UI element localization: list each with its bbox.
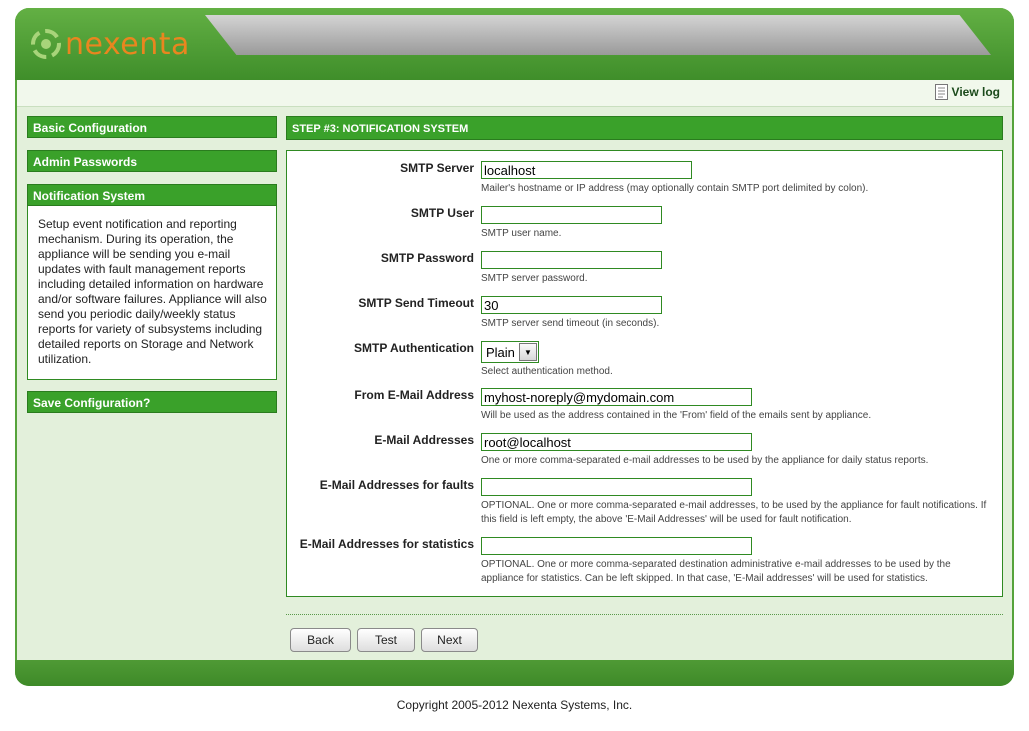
bottom-band <box>15 660 1014 686</box>
sidebar-item-basic-configuration[interactable]: Basic Configuration <box>27 116 277 138</box>
view-log-link[interactable] <box>935 84 1000 100</box>
divider <box>286 614 1003 615</box>
smtp-auth-value: Plain <box>486 344 515 360</box>
email-faults-input[interactable] <box>481 478 752 496</box>
smtp-auth-help: Select authentication method. <box>481 366 613 377</box>
back-button[interactable]: Back <box>290 628 351 652</box>
smtp-timeout-input[interactable] <box>481 296 662 314</box>
email-addresses-label: E-Mail Addresses <box>374 433 474 447</box>
smtp-auth-label: SMTP Authentication <box>354 341 474 355</box>
logo-text: nexenta <box>65 26 190 62</box>
sidebar-item-admin-passwords[interactable]: Admin Passwords <box>27 150 277 172</box>
sidebar-description: Setup event notification and reporting mechanism. During its operation, the appliance will be sending you e-mail updates with fault management reports including detailed information on hardware and/or software failures. Appliance will also send you periodic daily/weekly status reports for variety of subsystems including detailed reports on Storage and Network utilization. <box>27 206 277 380</box>
email-stats-input[interactable] <box>481 537 752 555</box>
smtp-timeout-help: SMTP server send timeout (in seconds). <box>481 317 660 329</box>
top-toolbar <box>17 80 1012 107</box>
email-addresses-input[interactable] <box>481 433 752 451</box>
smtp-user-label: SMTP User <box>410 206 474 220</box>
email-addresses-help: One or more comma-separated e-mail addresses to be used by the appliance for daily status reports. <box>481 454 929 466</box>
from-email-help: Will be used as the address contained in the 'From' field of the emails sent by appliance. <box>481 409 872 421</box>
sidebar-item-save-configuration[interactable]: Save Configuration? <box>27 391 277 413</box>
from-email-input[interactable] <box>481 388 752 406</box>
view-log-label[interactable]: View log <box>951 85 1000 99</box>
header-tab-decoration <box>205 15 991 55</box>
sidebar <box>27 116 277 425</box>
app-frame <box>15 8 1014 686</box>
from-email-label: From E-Mail Address <box>354 388 474 402</box>
smtp-user-help: SMTP user name. <box>481 227 562 239</box>
logo <box>31 26 190 62</box>
step-title: STEP #3: NOTIFICATION SYSTEM <box>286 116 1003 140</box>
smtp-server-help: Mailer's hostname or IP address (may optionally contain SMTP port delimited by colon). <box>481 182 869 194</box>
smtp-server-label: SMTP Server <box>400 161 474 175</box>
email-stats-help: OPTIONAL. One or more comma-separated destination administrative e-mail addresses to be used by the appliance for statistics. Can be left skipped. In that case, 'E-Mail addresses' will be used for statistics. <box>481 558 951 584</box>
main-panel <box>286 116 1003 647</box>
nexenta-logo-icon <box>31 29 61 59</box>
next-button[interactable]: Next <box>421 628 478 652</box>
smtp-server-input[interactable] <box>481 161 692 179</box>
content-area <box>17 107 1012 660</box>
smtp-password-help: SMTP server password. <box>481 272 588 284</box>
copyright: Copyright 2005-2012 Nexenta Systems, Inc. <box>396 698 633 712</box>
email-stats-label: E-Mail Addresses for statistics <box>299 537 474 551</box>
email-faults-help: OPTIONAL. One or more comma-separated e-mail addresses, to be used by the appliance for fault notifications. If this field is left empty, the above 'E-Mail Addresses' will be used for fault notification. <box>481 499 987 525</box>
smtp-auth-select[interactable] <box>481 341 539 363</box>
test-button[interactable]: Test <box>357 628 415 652</box>
smtp-timeout-label: SMTP Send Timeout <box>358 296 474 310</box>
document-icon <box>935 84 948 100</box>
wizard-buttons <box>290 628 478 652</box>
chevron-down-icon[interactable]: ▼ <box>519 343 537 361</box>
smtp-user-input[interactable] <box>481 206 662 224</box>
sidebar-item-notification-system[interactable]: Notification System <box>27 184 277 206</box>
email-faults-label: E-Mail Addresses for faults <box>319 478 474 492</box>
smtp-password-label: SMTP Password <box>380 251 474 265</box>
smtp-password-input[interactable] <box>481 251 662 269</box>
notification-form <box>286 150 1003 597</box>
